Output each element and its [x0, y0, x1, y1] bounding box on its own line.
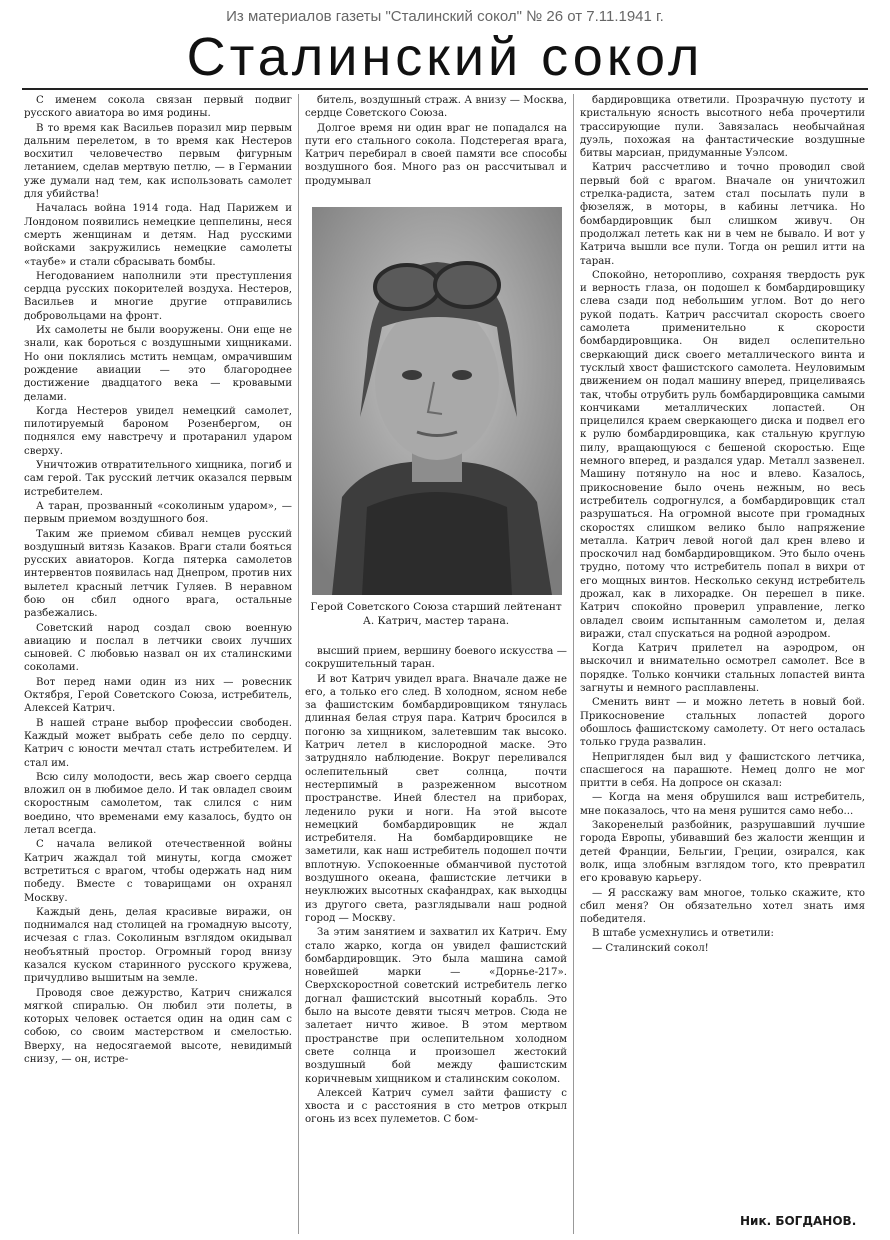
paragraph: За этим занятием и захватил их Катрич. Ему стало жарко, когда он увидел фашистский бомбардировщик. Это была машина самой новейшей марки — «Дорнье-217». Сверхскоростной советский истребитель легко догнал фашистский высотный корабль. Это было на высоте девяти тысяч метров. Сюда не залетает ничто живое. В этом мертвом пространстве при ослепительном холодном свете солнца и произошел жестокий воздушный бой между фашистским коричневым хищником и сталинским соколом. — [305, 927, 567, 1085]
paragraph: Всю силу молодости, весь жар своего сердца вложил он в любимое дело. И так овладел своим скоростным самолетом, так слился с ним воедино, что временами ему казалось, будто он летал всегда. — [24, 771, 292, 837]
paragraph: — Когда на меня обрушился ваш истребитель, мне показалось, что на меня рушится само небо... — [580, 792, 865, 817]
paragraph: Сменить винт — и можно лететь в новый бой. Прикосновение стальных лопастей дорого обошлось фашистскому самолету. От него осталась только груда развалин. — [580, 697, 865, 749]
paragraph: С именем сокола связан первый подвиг русского авиатора во имя родины. — [24, 95, 292, 120]
column-divider — [298, 94, 299, 1234]
paragraph: И вот Катрич увидел врага. Вначале даже не его, а только его след. В холодном, ясном небе за фашистским бомбардировщиком тянулась длинная белая струя пара. Катрич бросился в погоню за хищником, залетевшим так высоко. Катрич летел в кислородной маске. Это затрудняло наблюдение. Вокруг переливался ослепительный свет солнца, почти нестерпимый в разреженном высотном пространстве. Иней блестел на приборах, леденило руки и ноги. На этой высоте немецкий бомбардировщик не ждал истребителя. На бомбардировщике не заметили, как наш истребитель подошел почти вплотную. Успокоенные обманчивой пустотой воздушного океана, фашистские летчики в неуклюжих высотных скафандрах, как выходцы из другого света, разглядывали наш родной город — Москву. — [305, 673, 567, 924]
paragraph: В нашей стране выбор профессии свободен. Каждый может выбрать себе дело по сердцу. Катрич с юности мечтал стать истребителем. И стал им. — [24, 717, 292, 769]
paragraph: Непригляден был вид у фашистского летчика, спасшегося на парашюте. Немец долго не мог притти в себя. На допросе он сказал: — [580, 751, 865, 790]
paragraph: — Сталинский сокол! — [592, 942, 709, 954]
paragraph: Их самолеты не были вооружены. Они еще не знали, как бороться с воздушными хищниками. Но они поклялись мстить немцам, омрачившим рождение авиации — это благороднее достижение двадцатого века — кровавыми делами. — [24, 325, 292, 403]
column-3 — [580, 94, 865, 1204]
pilot-portrait-illustration — [312, 207, 562, 595]
column-1 — [24, 94, 292, 1234]
paragraph: Вот перед нами один из них — ровесник Октября, Герой Советского Союза, истребитель, Алексей Катрич. — [24, 676, 292, 715]
paragraph: С начала великой отечественной войны Катрич жаждал той минуты, когда сможет встретиться с врагом, чтобы одержать над ним победу. Вместе с товарищами он охранял Москву. — [24, 839, 292, 904]
paragraph: Проводя свое дежурство, Катрич снижался мягкой спиралью. Он любил эти полеты, в которых человек остается один на один сам с собою, со своим мастерством и смелостью. Вверху, на недосягаемой высоте, невидимый снизу, — он, истре- — [24, 987, 292, 1066]
paragraph: Закоренелый разбойник, разрушавший лучшие города Европы, убивавший без жалости женщин и детей Франции, Бельгии, Греции, озирался, как волк, ища злобным взглядом того, кто превратил его кровавую карьеру. — [580, 820, 865, 885]
paragraph: Советский народ создал свою военную авиацию и послал в летчики своих лучших сыновей. С любовью назвал он их сталинскими соколами. — [24, 622, 292, 674]
paragraph: Каждый день, делая красивые виражи, он поднимался над столицей на громадную высоту, исчезая с глаз. Соколиным взглядом окидывал необъятный простор. Огромный город внизу казался куском старинного русского кружева, причудливо вышитым на земле. — [24, 906, 292, 985]
paragraph: В то время как Васильев поразил мир первым дальним перелетом, в то время как Нестеров восхитил человечество первым фигурным летанием, сделав мертвую петлю, — в Германии уже думали над тем, как использовать самолет для убийства! — [24, 122, 292, 201]
paragraph: бардировщика ответили. Прозрачную пустоту и кристальную ясность высотного неба прочертили трассирующие пули. Завязалась необычайная дуэль, похожая на фантастические воздушные битвы марсиан, придуманные Уэлсом. — [580, 95, 865, 160]
author-signature: Ник. БОГДАНОВ. — [740, 1214, 857, 1228]
paragraph: Долгое время ни один враг не попадался на пути его стального сокола. Подстерегая врага, Катрич перебирал в своей памяти все способы воздушного боя. Много раз он рассчитывал и продумывал — [305, 122, 567, 187]
paragraph: В штабе усмехнулись и ответили: — [592, 928, 774, 940]
paragraph: Когда Нестеров увидел немецкий самолет, пилотируемый бароном Розенбергом, он поднялся ему навстречу и протаранил ударом сверху. — [24, 405, 292, 457]
paragraph: Алексей Катрич сумел зайти фашисту с хвоста и с расстояния в сто метров открыл огонь из всех пулеметов. С бом- — [305, 1087, 567, 1126]
paragraph: Спокойно, неторопливо, сохраняя твердость рук и верность глаза, он подошел к бомбардировщику слева сзади под небольшим углом. Вот до него рукой подать. Катрич рассчитал скорость своего самолета применительно к скорости бомбардировщика. Он видел ослепительно сверкающий диск своего металлического винта и тусклый хвост фашистского самолета. Неуловимым движением он подал машину вперед, прицеливаясь так, чтобы отрубить руль бомбардировщика самыми кончиками металлических лопастей. Он прицелился краем сверкающего диска и подвел его к рулю бомбардировщика, как стальную круглую пилу, вращающуюся с бешеной скоростью. Еще немного вперед, и раздался удар. Металл зазвенел. Машину потянуло на нос и влево. Казалось, прикосновение было очень нежным, но весь истребитель содрогнулся, а бомбардировщик стал разрушаться. На огромной высоте при громадных скоростях слишком велико было напряжение металла. Катрич левой ногой дал крен влево и проскочил над бомбардировщиком. Это было очень трудно, потому что истребитель попал в вихри от его мощных винтов. Несколько секунд истребитель дрожал, как в лихорадке. Он перешел в пике. Катрич спокойно проверил управление, легко овладел своим испытанным самолетом и, делая виражи, стал спускаться на родной аэродром. — [580, 269, 865, 640]
column-2-top — [305, 94, 567, 199]
photo-caption: Герой Советского Союза старший лейтенант А. Катрич, мастер тарана. — [310, 601, 562, 627]
paragraph: Когда Катрич прилетел на аэродром, он выскочил и внимательно осмотрел самолет. Все в порядке. Только кончики стальных лопастей винта загнуты и немного расплавлены. — [580, 643, 865, 695]
paragraph: битель, воздушный страж. А внизу — Москва, сердце Советского Союза. — [305, 95, 567, 120]
masthead-rule — [22, 88, 868, 90]
masthead-title: Сталинский сокол — [186, 27, 704, 87]
paragraph: Катрич рассчетливо и точно проводил свой первый бой с врагом. Вначале он уничтожил стрелка-радиста, затем стал посылать пули в фюзеляж, в моторы, в кабины летчика. Но бомбардировщик был слишком живуч. Он продолжал лететь как ни в чем не бывало. И вот у Катрича вышли все пули. Тогда он решил итти на таран. — [580, 162, 865, 267]
paragraph: Уничтожив отвратительного хищника, погиб и сам герой. Так русский летчик оказался первым истребителем. — [24, 460, 292, 498]
paragraph: высший прием, вершину боевого искусства — сокрушительный таран. — [305, 646, 567, 671]
paragraph: Началась война 1914 года. Над Парижем и Лондоном появились немецкие цеппелины, неся смерть женщинам и детям. Над русскими войсками закружились немецкие самолеты «таубе» и стали сбрасывать бомбы. — [24, 203, 292, 268]
source-note: Из материалов газеты "Сталинский сокол" № 26 от 7.11.1941 г. — [226, 8, 664, 25]
paragraph: — Я расскажу вам многое, только скажите, кто сбил меня? Он обязательно хотел знать имя победителя. — [580, 887, 865, 926]
paragraph: Негодованием наполнили эти преступления сердца русских покорителей воздуха. Нестеров, Васильев и многие другие отправились добровольцами на фронт. — [24, 270, 292, 322]
column-divider — [573, 94, 574, 1234]
paragraph: А таран, прозванный «соколиным ударом», — первым приемом воздушного боя. — [24, 500, 292, 526]
paragraph: Таким же приемом сбивал немцев русский воздушный витязь Казаков. Враги стали бояться русских авиаторов. Когда пятерка самолетов интервентов появилась над Днепром, против них вылетел красный летчик Гуляев. В неравном бою он сбил одного врага, остальные разбежались. — [24, 528, 292, 620]
portrait-photo — [312, 207, 562, 595]
column-2-bottom — [305, 645, 567, 1235]
